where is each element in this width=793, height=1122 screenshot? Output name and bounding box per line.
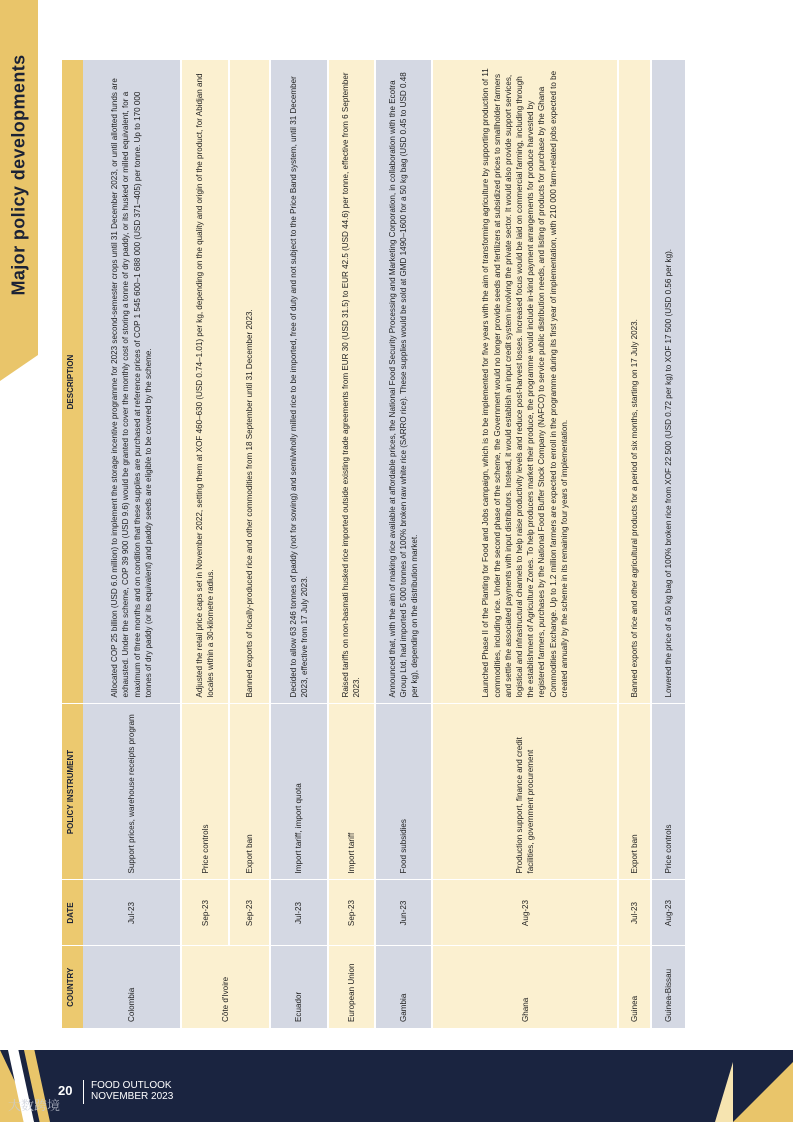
cell-country: Guinea [618,946,651,1028]
cell-country: Côte d'Ivoire [181,946,270,1028]
section-title-band [0,0,38,355]
cell-date: Sep-23 [229,880,270,946]
cell-description: Banned exports of rice and other agricultural products for a period of six months, starting on 17 July 2023. [618,60,651,704]
cell-description: Announced that, with the aim of making rice available at affordable prices, the National Food Security Processing and Marketing Corporation, in collaboration with the Ecotra Group Ltd, had imported 5 000 tonnes of 100% broken raw white rice (SARRO rice). These supplies would be sold at GMD 1490–1600 for a 50 kg bag (USD 0.45 to USD 0.48 per kg), depending on the distribution market. [375,60,432,704]
cell-country: Colombia [83,946,181,1028]
cell-instrument: Export ban [618,704,651,880]
table-row [181,60,229,1028]
policy-table [62,60,687,1029]
watermark: 大数跨境 [8,1098,61,1113]
cell-instrument: Import tariff [328,704,375,880]
cell-instrument: Price controls [181,704,229,880]
cell-country: Gambia [375,946,432,1028]
table-row [375,60,432,1028]
cell-date: Jul-23 [618,880,651,946]
cell-description: Adjusted the retail price caps set in November 2022, setting them at XOF 460–630 (USD 0.74–1.01) per kg, depending on the quality and origin of the product, for Abidjan and locales within a 30-kilometre radius. [181,60,229,704]
cell-instrument: Production support, finance and credit facilities, government procurement [432,704,618,880]
cell-description: Decided to allow 63 246 tonnes of paddy (not for sowing) and semi/wholly milled rice to be imported, free of duty and not subject to the Price Band system, until 31 December 2023, effective from 17 July 2023. [270,60,327,704]
cell-country: Ghana [432,946,618,1028]
publication-date: NOVEMBER 2023 [91,1091,174,1102]
policy-table-wrapper [62,60,687,1028]
footer-divider [83,1080,84,1104]
table-row [328,60,375,1028]
cell-instrument: Export ban [229,704,270,880]
page-number: 20 [58,1083,73,1098]
header-description: DESCRIPTION [62,60,83,704]
cell-date: Jul-23 [270,880,327,946]
cell-country: European Union [328,946,375,1028]
cell-date: Aug-23 [432,880,618,946]
cell-instrument: Import tariff, import quota [270,704,327,880]
cell-country: Guinea-Bissau [651,946,686,1028]
cell-date: Sep-23 [181,880,229,946]
cell-date: Aug-23 [651,880,686,946]
table-row [651,60,686,1028]
table-row [432,60,618,1028]
cell-description: Raised tariffs on non-basmati husked rice imported outside existing trade agreements from EUR 30 (USD 31.5) to EUR 42.5 (USD 44.6) per tonne, effective from 6 September 2023. [328,60,375,704]
publication-name [91,1080,173,1102]
cell-country: Ecuador [270,946,327,1028]
cell-instrument: Support prices, warehouse receipts program [83,704,181,880]
cell-description: Lowered the price of a 50 kg bag of 100% broken rice from XOF 22 500 (USD 0.72 per kg) to XOF 17 500 (USD 0.56 per kg). [651,60,686,704]
cell-instrument: Food subsidies [375,704,432,880]
table-header-row [62,60,83,1028]
table-row [229,60,270,1028]
table-row [270,60,327,1028]
header-date: DATE [62,880,83,946]
footer-corner-accent [733,1062,793,1122]
header-policy-instrument: POLICY INSTRUMENT [62,704,83,880]
section-title: Major policy developments [8,54,29,296]
table-row [618,60,651,1028]
cell-description: Launched Phase II of the Planting for Food and Jobs campaign, which is to be implemented for five years with the aim of transforming agriculture by supporting production of 11 commodities, including rice. Under the second phase of the scheme, the Government would no longer provide seeds and fertilizers at subsidized prices to smallholder farmers and settle the associated payments with input distributors. Instead, it would establish an input credit system involving the private sector. It would also provide support services, logistical and infrastructural channels to help raise productivity levels and reduce post-harvest losses. Increased focus would be laid on commercial farming, including through the establishment of Agriculture Zones. To help producers market their produce, the programme would include in-kind payment arrangements for produce harvested by registered farmers, purchases by the National Food Buffer Stock Company (NAFCO) to service public distribution needs, and listing of products for purchase by the Ghana Commodities Exchange. Up to 1.2 million farmers are expected to enroll in the programme during its first year of implementation, with 210 000 farm-related jobs expected to be created annually by the scheme in its remaining four years of implementation. [432,60,618,704]
cell-date: Jun-23 [375,880,432,946]
table-row [83,60,181,1028]
publication-title: FOOD OUTLOOK [91,1080,172,1091]
cell-date: Sep-23 [328,880,375,946]
cell-instrument: Price controls [651,704,686,880]
cell-date: Jul-23 [83,880,181,946]
cell-description: Allocated COP 25 billion (USD 6.0 million) to implement the storage incentive programme for 2023 second-semester crops until 31 December 2023, or until allotted funds are exhausted. Under the scheme, COP 39 900 (USD 9.6) would be granted to cover the monthly cost of storing a tonne of dry paddy, or its husked or milled equivalent, for a maximum of three months and on condition that these supplies are purchased at reference prices of COP 1 545 600–1 688 000 (USD 371–405) per tonne. Up to 170 000 tonnes of dry paddy (or its equivalent) and paddy seeds are eligible to be covered by the scheme. [83,60,181,704]
cell-description: Banned exports of locally-produced rice and other commodities from 18 September until 31 December 2023. [229,60,270,704]
header-country: COUNTRY [62,946,83,1028]
